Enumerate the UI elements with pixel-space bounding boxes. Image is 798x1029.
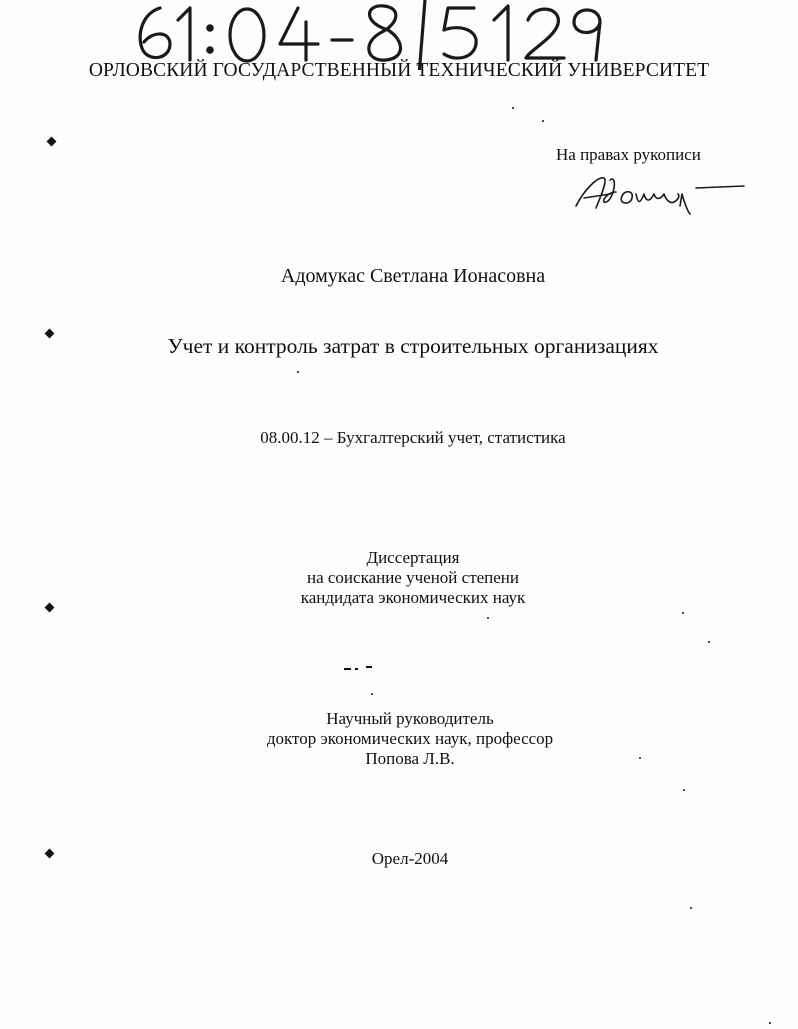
scan-speck [639, 757, 641, 759]
scan-speck [512, 107, 514, 109]
thesis-line-2: на соискание ученой степени [306, 568, 520, 587]
scan-speck [690, 907, 692, 909]
scan-speck [682, 612, 684, 614]
dissertation-title: Учет и контроль затрат в строительных организациях [167, 334, 659, 358]
author-signature [570, 170, 750, 218]
scan-speck [487, 617, 489, 619]
scan-speck [542, 120, 544, 122]
scan-speck [297, 371, 299, 373]
thesis-degree-block [0, 548, 798, 608]
thesis-line-1: Диссертация [366, 548, 460, 567]
university-name: ОРЛОВСКИЙ ГОСУДАРСТВЕННЫЙ ТЕХНИЧЕСКИЙ УНИВЕРСИТЕТ [88, 60, 710, 81]
rights-note: На правах рукописи [556, 145, 701, 164]
scan-speck [355, 668, 358, 670]
thesis-line-3: кандидата экономических наук [300, 588, 526, 607]
scan-speck [371, 693, 373, 695]
scan-speck [344, 668, 351, 670]
specialty-code: 08.00.12 – Бухгалтерский учет, статистика [260, 428, 566, 447]
supervisor-degree: доктор экономических наук, профессор [266, 729, 554, 748]
supervisor-block [0, 709, 798, 769]
margin-mark-1 [47, 137, 57, 147]
scan-speck [366, 666, 372, 668]
author-name: Адомукас Светлана Ионасовна [280, 265, 546, 287]
scan-speck [683, 789, 685, 791]
supervisor-role: Научный руководитель [326, 709, 494, 728]
city-year: Орел-2004 [371, 849, 449, 868]
scan-speck [708, 641, 710, 643]
supervisor-name: Попова Л.В. [365, 749, 455, 768]
scan-speck [769, 1022, 771, 1024]
